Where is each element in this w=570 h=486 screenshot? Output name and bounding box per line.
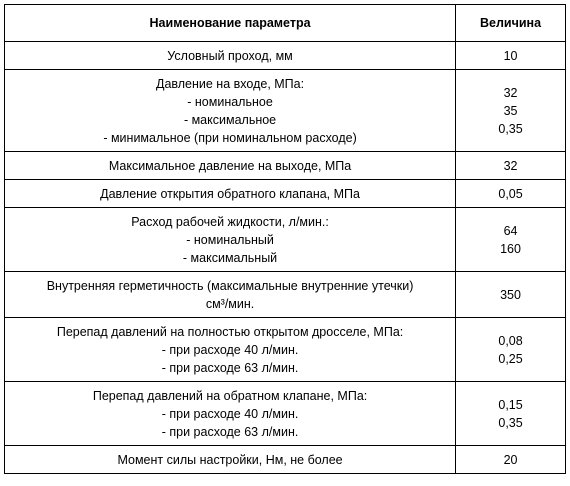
parameter-line: - номинальный [186, 232, 274, 247]
parameter-line: Перепад давлений на полностью открытом дросселе, МПа: [56, 324, 404, 339]
parameter-cell [5, 70, 456, 152]
table-row [5, 42, 566, 70]
parameter-line: Давление открытия обратного клапана, МПа [100, 186, 360, 201]
parameter-line: - номинальное [187, 94, 273, 109]
value-line: 350 [500, 287, 521, 302]
parameter-line: Давление на входе, МПа: [155, 76, 305, 91]
table-row [5, 208, 566, 272]
value-cell [456, 152, 566, 180]
parameter-cell [5, 318, 456, 382]
value-line: 32 [503, 158, 518, 173]
table-row [5, 152, 566, 180]
parameter-cell [5, 446, 456, 474]
parameter-line: Расход рабочей жидкости, л/мин.: [131, 214, 329, 229]
parameter-line: - при расходе 63 л/мин. [161, 424, 299, 439]
parameter-line: - при расходе 40 л/мин. [161, 342, 299, 357]
parameter-line: Перепад давлений на обратном клапане, МПа: [92, 388, 368, 403]
table-row [5, 70, 566, 152]
value-line: 10 [503, 48, 518, 63]
parameter-line: Условный проход, мм [167, 48, 293, 63]
value-line: 0,25 [498, 351, 523, 366]
value-cell [456, 382, 566, 446]
value-line: 0,35 [498, 121, 523, 136]
value-line: 64 [503, 223, 518, 238]
value-line: 20 [503, 452, 518, 467]
table-row [5, 318, 566, 382]
value-cell [456, 180, 566, 208]
parameter-cell [5, 208, 456, 272]
table-header-row [5, 5, 566, 42]
table-row [5, 382, 566, 446]
value-cell [456, 272, 566, 318]
value-cell [456, 42, 566, 70]
value-line: 0,08 [498, 333, 523, 348]
table-row [5, 272, 566, 318]
value-line: 35 [503, 103, 518, 118]
parameter-line: - минимальное (при номинальном расходе) [103, 130, 357, 145]
parameters-table [4, 4, 566, 474]
value-line: 160 [500, 241, 521, 256]
table-row [5, 180, 566, 208]
header-parameter-name: Наименование параметра [5, 5, 456, 42]
table-row [5, 446, 566, 474]
value-cell [456, 208, 566, 272]
parameter-line: Внутренняя герметичность (максимальные внутренние утечки) [46, 278, 414, 293]
value-line: 0,15 [498, 397, 523, 412]
value-line: 0,05 [498, 186, 523, 201]
parameter-cell [5, 152, 456, 180]
value-line: 32 [503, 85, 518, 100]
parameter-cell [5, 42, 456, 70]
parameter-line: - при расходе 63 л/мин. [161, 360, 299, 375]
value-cell [456, 446, 566, 474]
parameter-line: Момент силы настройки, Нм, не более [117, 452, 343, 467]
value-cell [456, 70, 566, 152]
parameter-line: см³/мин. [205, 296, 255, 311]
parameter-cell [5, 180, 456, 208]
parameter-line: - максимальное [183, 112, 277, 127]
parameter-cell [5, 272, 456, 318]
parameter-line: - при расходе 40 л/мин. [161, 406, 299, 421]
parameter-line: Максимальное давление на выходе, МПа [108, 158, 352, 173]
value-line: 0,35 [498, 415, 523, 430]
value-cell [456, 318, 566, 382]
parameter-line: - максимальный [182, 250, 278, 265]
parameter-cell [5, 382, 456, 446]
header-value: Величина [456, 5, 566, 42]
